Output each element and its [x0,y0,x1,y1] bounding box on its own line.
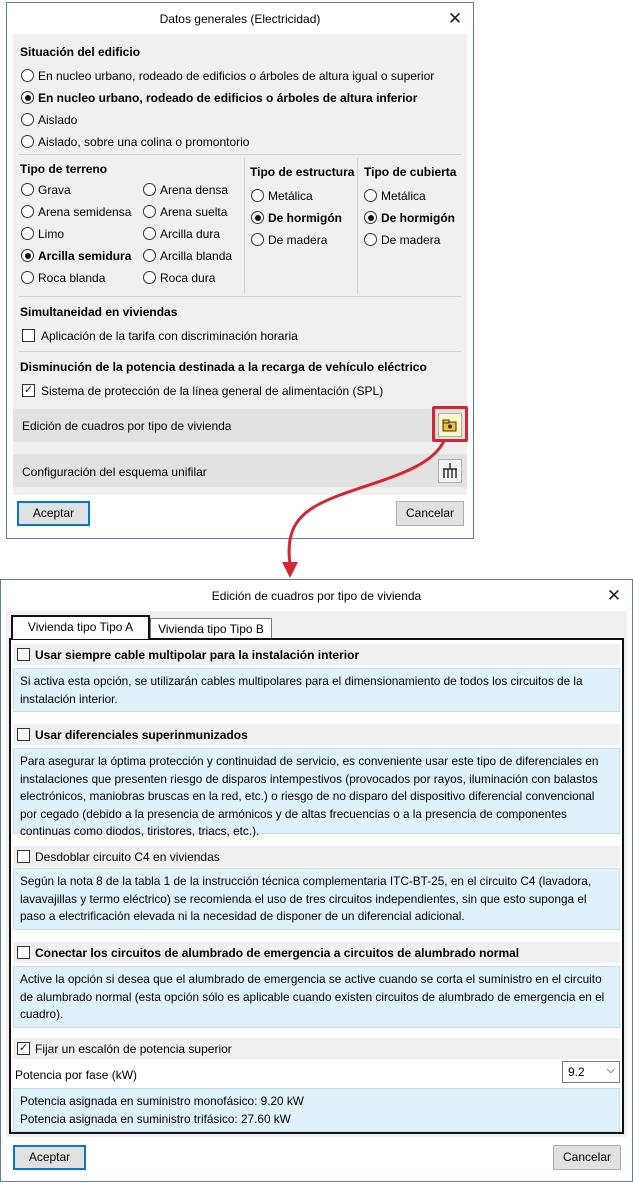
option-info: Active la opción si desea que el alumbrado de emergencia se active cuando se corta el suministro en el circuito de alumbrado normal (esta opción sólo es aplicable cuando existen circuitos de alumbrado de emergencia en el cuadro). [13,966,620,1028]
option-info: Si activa esta opción, se utilizarán cables multipolares para el dimensionamiento de todos los circuitos de la instalación interior. [13,668,620,712]
escalon-checkbox[interactable]: ✓ [18,1042,29,1054]
potencia-mono: Potencia asignada en suministro monofásico: 9.20 kW [20,1094,304,1108]
option-checkbox[interactable] [17,850,30,863]
tab-panel [9,638,624,1134]
tab-tipo-a[interactable]: Vivienda tipo Tipo A [11,615,150,639]
option-checkbox[interactable] [17,946,30,959]
option-label: Usar siempre cable multipolar para la instalación interior [35,648,360,662]
estructura-metalica-label: Metálica [268,189,313,203]
dialog-title: Datos generales (Electricidad) [159,12,321,26]
chevron-down-icon: ⌵ [606,1064,615,1076]
dialog-titlebar [1,580,632,612]
option-checkbox[interactable] [17,728,30,741]
potencia-value: 9.2 [568,1065,585,1079]
option-info: Según la nota 8 de la tabla 1 de la instrucción técnica complementaria ITC-BT-25, en el circuito C4 (lavadora, lavavajillas y termo eléctrico) se recomienda el uso de tres circuitos independientes, sin que esto suponga el paso a electrificación elevada ni la necesidad de disponer de un diferencial adicional. [13,868,620,930]
tarifa-label: Aplicación de la tarifa con discriminación horaria [41,329,298,343]
estructura-title: Tipo de estructura [250,165,355,179]
escalon-label: Fijar un escalón de potencia superior [35,1042,232,1056]
terreno-arcilla-dura-label: Arcilla dura [160,227,221,241]
option-label: Conectar los circuitos de alumbrado de emergencia a circuitos de alumbrado normal [35,946,520,960]
estructura-de-hormigon-label: De hormigón [268,211,342,225]
option-checkbox[interactable] [17,648,30,661]
option-label: Usar diferenciales superinmunizados [35,728,248,742]
connector-arrow [0,0,633,590]
accept-button[interactable]: Aceptar [17,501,90,526]
terreno-grava-label: Grava [38,183,71,197]
situacion-4-label: Aislado, sobre una colina o promontorio [38,135,250,149]
cubierta-de-hormigon-label: De hormigón [381,211,455,225]
dialog-title: Edición de cuadros por tipo de vivienda [211,589,422,603]
potencia-select[interactable] [562,1061,620,1083]
config-label: Configuración del esquema unifilar [22,465,207,479]
situacion-title: Situación del edificio [20,45,141,59]
terreno-arena-suelta-label: Arena suelta [160,205,228,219]
terreno-title: Tipo de terreno [20,162,108,176]
cubierta-de-madera-label: De madera [381,233,441,247]
situacion-3-label: Aislado [38,113,78,127]
accept-button[interactable]: Aceptar [13,1145,86,1170]
cubierta-title: Tipo de cubierta [364,165,457,179]
terreno-arcilla-blanda-label: Arcilla blanda [160,249,233,263]
cancel-button[interactable]: Cancelar [396,501,464,526]
simultaneidad-title: Simultaneidad en viviendas [20,305,178,319]
terreno-arena-semidensa-label: Arena semidensa [38,205,132,219]
edicion-cuadros-dialog [0,579,633,1182]
option-info: Para asegurar la óptima protección y continuidad de servicio, es conveniente usar este tipo de diferenciales en instalaciones que presenten riesgo de disparos intempestivos (provocados por rayos, iluminación con balastos electrónicos, maniobras bruscas en la red, etc.) o riesgo de no disparo del dispositivo diferencial convencional por cegado (debido a la presencia de armónicos y de altas frecuencias o a la presencia de componentes continuas como diodos, tiristores, triacs, etc.). [13,748,620,834]
edicion-label: Edición de cuadros por tipo de vivienda [22,419,232,433]
terreno-limo-label: Limo [38,227,65,241]
spl-checkbox[interactable]: ✓ [23,384,34,396]
terreno-arcilla-semidura-label: Arcilla semidura [38,249,132,263]
situacion-2-label: En nucleo urbano, rodeado de edificios o árboles de altura inferior [38,91,418,105]
potencia-tri: Potencia asignada en suministro trifásico: 27.60 kW [20,1111,291,1126]
terreno-arena-densa-label: Arena densa [160,183,229,197]
dialog-body [6,611,627,1137]
cancel-button[interactable]: Cancelar [553,1145,621,1170]
close-icon[interactable]: ✕ [606,586,622,605]
potencia-label: Potencia por fase (kW) [15,1068,138,1082]
terreno-roca-dura-label: Roca dura [160,271,216,285]
close-icon[interactable]: ✕ [447,9,463,28]
potencia-result [13,1088,620,1132]
option-label: Desdoblar circuito C4 en viviendas [35,850,220,864]
spl-label: Sistema de protección de la línea general de alimentación (SPL) [41,384,384,398]
tab-tipo-b[interactable]: Vivienda tipo Tipo B [150,618,272,640]
estructura-de-madera-label: De madera [268,233,328,247]
terreno-roca-blanda-label: Roca blanda [38,271,106,285]
disminucion-title: Disminución de la potencia destinada a la recarga de vehículo eléctrico [20,360,427,374]
situacion-1-label: En nucleo urbano, rodeado de edificios o árboles de altura igual o superior [38,69,435,83]
cubierta-metalica-label: Metálica [381,189,426,203]
